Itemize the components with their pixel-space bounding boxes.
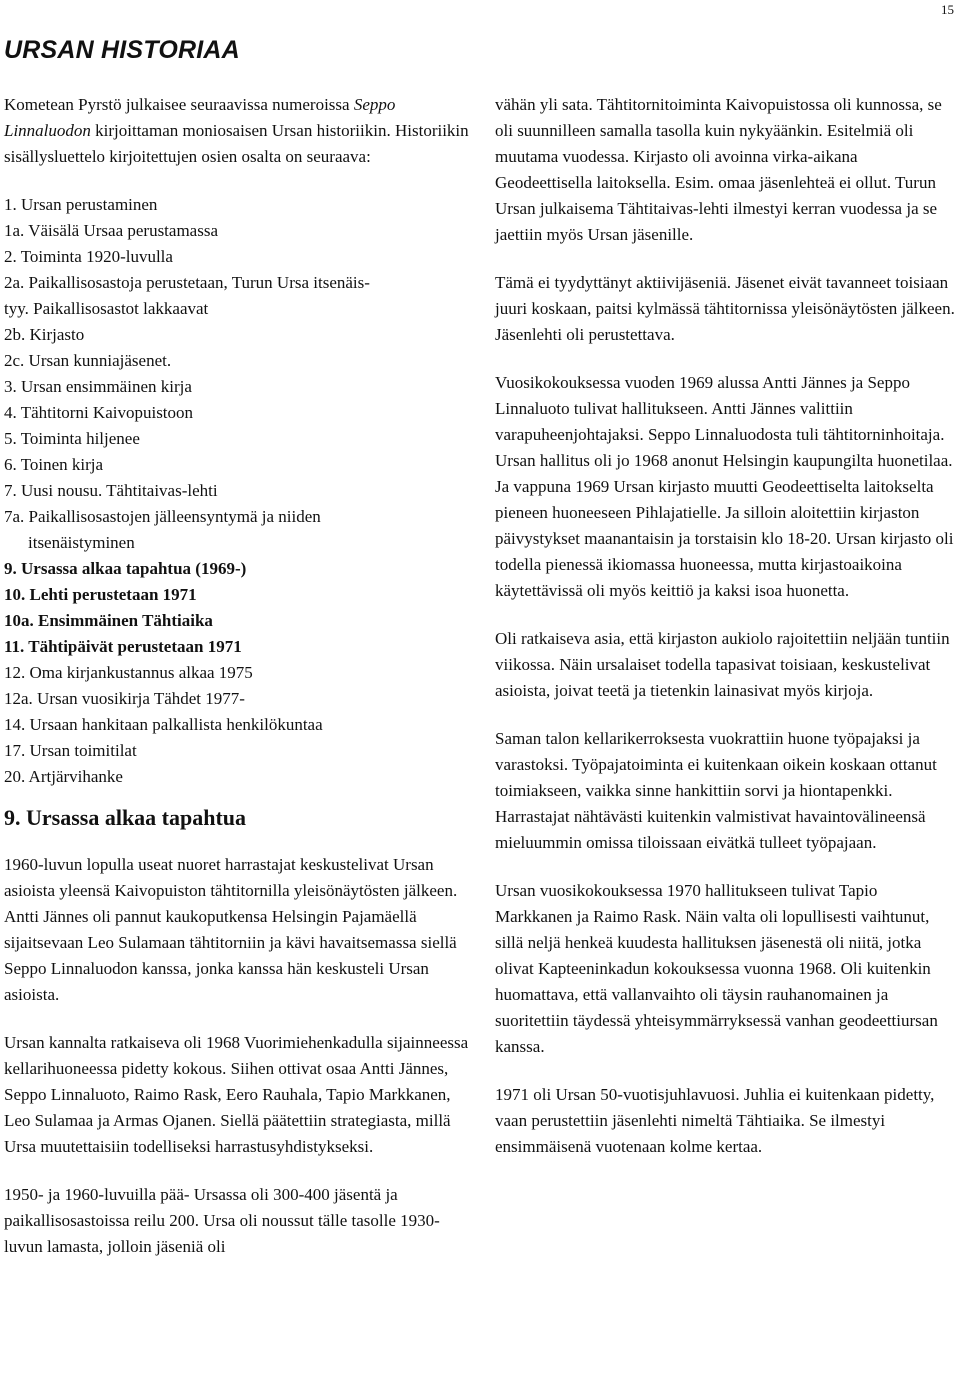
right-column: [495, 92, 957, 1182]
toc-item: 1. Ursan perustaminen: [4, 195, 158, 214]
body-paragraph: 1950- ja 1960-luvuilla pää- Ursassa oli 300-400 jäsentä ja paikallisosastoissa reilu 200. Ursa oli noussut tälle tasolle 1930-luvun lamasta, jolloin jäseniä oli: [4, 1185, 440, 1256]
toc-item: 10a. Ensimmäinen Tähtiaika: [4, 611, 213, 630]
page-title: URSAN HISTORIAA: [4, 36, 240, 64]
body-paragraph: Saman talon kellarikerroksesta vuokrattiin huone työpajaksi ja varastoksi. Työpajatoiminta ei kuitenkaan oikein koskaan ottanut toimiakseen, vaikka sinne hankittiin sorvi ja hiontapenkki. Harrastajat nähtävästi kuitenkin valmistivat havaintovälineensä mieluummin omissa tiloissaan eivätkä tulleet työpajaan.: [495, 729, 937, 852]
toc-item: 5. Toiminta hiljenee: [4, 429, 140, 448]
toc-item: 4. Tähtitorni Kaivopuistoon: [4, 403, 194, 422]
section-heading: 9. Ursassa alkaa tapahtua: [4, 805, 247, 830]
toc-item: 9. Ursassa alkaa tapahtua (1969-): [4, 559, 247, 578]
toc-item: 10. Lehti perustetaan 1971: [4, 585, 197, 604]
intro-paragraph: [4, 92, 470, 170]
toc-item: 17. Ursan toimitilat: [4, 741, 137, 760]
toc-item: 11. Tähtipäivät perustetaan 1971: [4, 637, 242, 656]
body-paragraph: Tämä ei tyydyttänyt aktiivijäseniä. Jäsenet eivät tavanneet toisiaan juuri koskaan, paitsi kylmässä tähtitornissa yleisönäytösten jälkeen. Jäsenlehti oli perustettava.: [495, 273, 955, 344]
toc-item: 20. Artjärvihanke: [4, 767, 123, 786]
toc-item: 3. Ursan ensimmäinen kirja: [4, 377, 192, 396]
body-paragraph: Ursan vuosikokouksessa 1970 hallitukseen tulivat Tapio Markkanen ja Raimo Rask. Näin valta oli lopullisesti vaihtunut, sillä neljä henkeä kuudesta hallituksen jäsenestä oli niitä, jotka olivat Kapteeninkadun kokouksessa vuonna 1968. Oli kuitenkin huomattava, että vallanvaihto oli täysin rauhanomainen ja suoritettiin täydessä yhteisymmärryksessä vanhan geodeettiursan kanssa.: [495, 881, 938, 1056]
toc-item: 2. Toiminta 1920-luvulla: [4, 247, 173, 266]
intro-before: Kometean Pyrstö julkaisee seuraavissa numeroissa: [4, 95, 350, 114]
toc-item: 2a. Paikallisosastoja perustetaan, Turun Ursa itsenäis-: [4, 273, 370, 292]
toc-item: 2b. Kirjasto: [4, 325, 85, 344]
body-paragraph: Oli ratkaiseva asia, että kirjaston aukiolo rajoitettiin neljään tuntiin viikossa. Näin ursalaiset todella tapasivat toisiaan, keskustelivat asioista, joivat teetä ja tietenkin lainasivat myös kirjoja.: [495, 629, 950, 700]
intro-author: Seppo Linnaluodon: [4, 95, 396, 140]
toc-item: 7. Uusi nousu. Tähtitaivas-lehti: [4, 481, 218, 500]
toc-item: tyy. Paikallisosastot lakkaavat: [4, 299, 209, 318]
toc-item: 12. Oma kirjankustannus alkaa 1975: [4, 663, 253, 682]
toc-item: 12a. Ursan vuosikirja Tähdet 1977-: [4, 689, 245, 708]
body-paragraph: 1971 oli Ursan 50-vuotisjuhlavuosi. Juhlia ei kuitenkaan pidetty, vaan perustettiin jäsenlehti nimeltä Tähtiaika. Se ilmestyi ensimmäisenä vuotenaan kolme kertaa.: [495, 1085, 935, 1156]
body-paragraph: 1960-luvun lopulla useat nuoret harrastajat keskustelivat Ursan asioista yleensä Kaivopuiston tähtitornilla yleisönäytösten jälkeen. Antti Jännes oli pannut kaukoputkensa Helsingin Pajamäellä sijaitsevaan Leo Sulamaan tähtitorniin ja kävi havaitsemassa siellä Seppo Linnaluodon kanssa, jonka kanssa hän keskusteli Ursan asioista.: [4, 855, 458, 1004]
toc-item: itsenäistyminen: [28, 533, 135, 552]
toc-item: 14. Ursaan hankitaan palkallista henkilökuntaa: [4, 715, 323, 734]
body-paragraph: vähän yli sata. Tähtitornitoiminta Kaivopuistossa oli kunnossa, se oli suunnilleen samalla tasolla kuin nykyäänkin. Esitelmiä oli muutama vuodessa. Kirjasto oli avoinna virka-aikana Geodeettisella laitoksella. Esim. omaa jäsenlehteä ei ollut. Turun Ursan julkaisema Tähtitaivas-lehti ilmestyi kerran vuodessa ja se jaettiin myös Ursan jäsenille.: [495, 95, 942, 244]
toc-item: 7a. Paikallisosastojen jälleensyntymä ja niiden: [4, 507, 321, 526]
intro-after: kirjoittaman moniosaisen Ursan historiikin. Historiikin sisällysluettelo kirjoitettujen osien osalta on seuraava:: [4, 121, 469, 166]
toc-item: 2c. Ursan kunniajäsenet.: [4, 351, 172, 370]
left-column: [4, 92, 470, 1282]
toc-item: 1a. Väisälä Ursaa perustamassa: [4, 221, 218, 240]
table-of-contents: [4, 192, 470, 790]
page-number: 15: [941, 2, 954, 17]
toc-item: 6. Toinen kirja: [4, 455, 104, 474]
body-paragraph: Vuosikokouksessa vuoden 1969 alussa Antti Jännes ja Seppo Linnaluoto tulivat hallitukseen. Antti Jännes valittiin varapuheenjohtajaksi. Seppo Linnaluodosta tuli tähtitorninhoitaja. Ursan hallitus oli jo 1968 anonut Helsingin kaupungilta huonetilaa. Ja vappuna 1969 Ursan kirjasto muutti Geodeettiselta laitokselta pieneen huoneeseen Pihlajatielle. Ja silloin aloitettiin kirjaston päivystykset maanantaisin ja torstaisin klo 18-20. Ursan kirjasto oli todella pienessä ikiomassa huoneessa, mutta kirjastoaikoina käytettävissä oli myös keittiö ja kaksi isoa huonetta.: [495, 373, 954, 600]
body-paragraph: Ursan kannalta ratkaiseva oli 1968 Vuorimiehenkadulla sijainneessa kellarihuoneessa pidetty kokous. Siihen ottivat osaa Antti Jännes, Seppo Linnaluoto, Raimo Rask, Eero Rauhala, Tapio Markkanen, Leo Sulamaa ja Armas Ojanen. Siellä päätettiin strategiasta, millä Ursa muutettaisiin todelliseksi harrastusyhdistykseksi.: [4, 1033, 469, 1156]
